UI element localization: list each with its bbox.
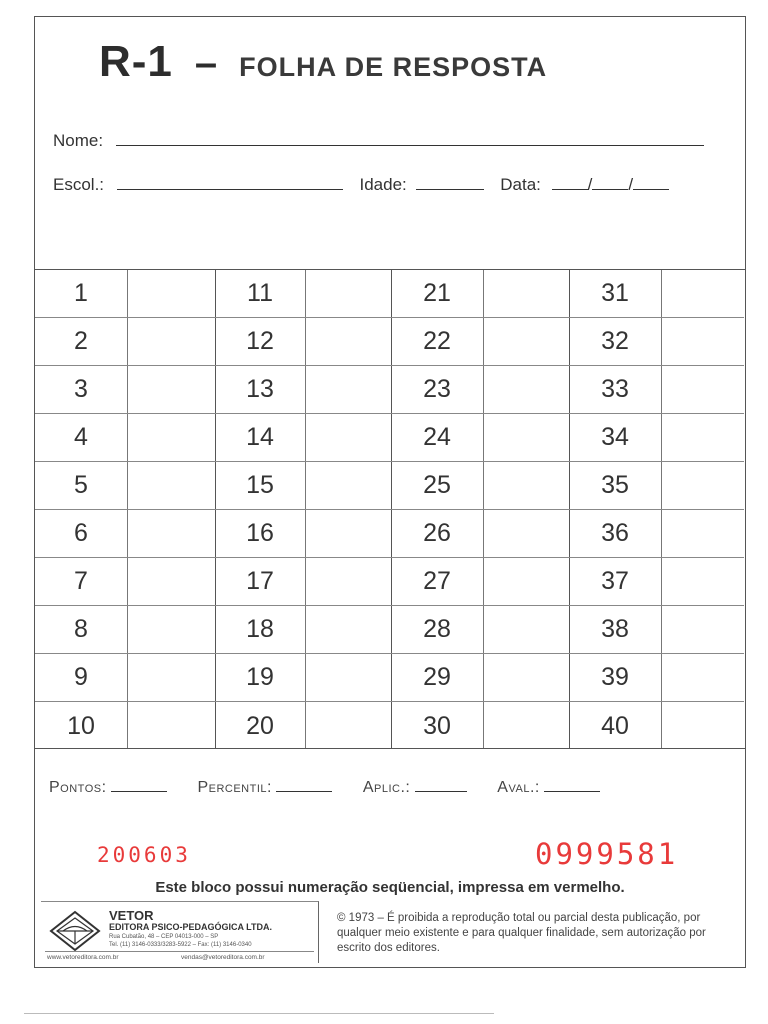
answer-box[interactable] — [127, 318, 215, 365]
publisher-address: Rua Cubatão, 48 – CEP 04013-000 – SP — [109, 934, 219, 940]
school-field[interactable] — [117, 173, 343, 190]
answer-box[interactable] — [305, 654, 391, 701]
answer-box[interactable] — [483, 366, 569, 413]
answer-box[interactable] — [127, 558, 215, 605]
age-field[interactable] — [416, 173, 484, 190]
answer-column — [391, 270, 569, 748]
school-label: Escol.: — [53, 175, 105, 194]
answer-row — [569, 414, 744, 462]
application-label: Aplic.: — [362, 779, 411, 796]
answer-box[interactable] — [483, 654, 569, 701]
answer-box[interactable] — [661, 270, 744, 317]
question-number: 6 — [74, 519, 88, 547]
question-number: 27 — [423, 567, 451, 595]
answer-box[interactable] — [127, 510, 215, 557]
question-number: 19 — [246, 663, 274, 691]
question-number: 15 — [246, 471, 274, 499]
answer-row — [569, 606, 744, 654]
question-number: 13 — [246, 375, 274, 403]
answer-row — [569, 654, 744, 702]
evaluator-field[interactable] — [544, 777, 600, 792]
name-field[interactable] — [116, 129, 704, 146]
question-number: 2 — [74, 327, 88, 355]
answer-box[interactable] — [661, 702, 744, 750]
answer-row — [569, 318, 744, 366]
date-year-field[interactable] — [633, 173, 669, 190]
sheet-header — [35, 17, 745, 269]
answer-box[interactable] — [127, 414, 215, 461]
percentile-field[interactable] — [276, 777, 332, 792]
answer-box[interactable] — [305, 510, 391, 557]
answer-box[interactable] — [305, 366, 391, 413]
question-number: 32 — [601, 327, 629, 355]
answer-row — [35, 702, 215, 750]
percentile-label: Percentil: — [197, 779, 272, 796]
answer-column — [35, 270, 215, 748]
answer-row — [215, 318, 391, 366]
answer-row — [391, 606, 569, 654]
answer-row — [569, 702, 744, 750]
answer-row — [35, 654, 215, 702]
answer-row — [215, 510, 391, 558]
answer-row — [215, 558, 391, 606]
sequential-notice: Este bloco possui numeração seqüencial, impressa em vermelho. — [155, 879, 625, 896]
answer-row — [215, 366, 391, 414]
answer-row — [215, 702, 391, 750]
question-number: 35 — [601, 471, 629, 499]
vetor-logo-icon — [49, 910, 101, 952]
answer-box[interactable] — [305, 318, 391, 365]
application-field[interactable] — [415, 777, 467, 792]
question-number: 28 — [423, 615, 451, 643]
answer-row — [391, 366, 569, 414]
answer-grid — [35, 269, 745, 749]
question-number: 1 — [74, 279, 88, 307]
answer-box[interactable] — [483, 318, 569, 365]
answer-box[interactable] — [661, 318, 744, 365]
answer-box[interactable] — [127, 366, 215, 413]
question-number: 18 — [246, 615, 274, 643]
answer-box[interactable] — [661, 654, 744, 701]
name-label: Nome: — [53, 131, 104, 150]
answer-box[interactable] — [483, 702, 569, 750]
publisher-subtitle: EDITORA PSICO-PEDAGÓGICA LTDA. — [109, 922, 273, 932]
scoring-row — [49, 777, 600, 797]
answer-box[interactable] — [661, 606, 744, 653]
title-dash: – — [194, 41, 218, 85]
question-number: 11 — [247, 279, 273, 307]
answer-row — [569, 270, 744, 318]
copyright-notice: © 1973 – É proibida a reprodução total ou parcial desta publicação, por qualquer meio existente e para qualquer finalidade, sem autorização por escrito dos editores. — [337, 912, 706, 954]
answer-box[interactable] — [483, 558, 569, 605]
answer-row — [391, 558, 569, 606]
answer-row — [391, 318, 569, 366]
answer-box[interactable] — [127, 270, 215, 317]
answer-row — [35, 414, 215, 462]
answer-box[interactable] — [305, 270, 391, 317]
question-number: 39 — [601, 663, 629, 691]
question-number: 10 — [67, 711, 95, 740]
answer-row — [35, 270, 215, 318]
question-number: 37 — [601, 567, 629, 595]
publisher-phone: Tel. (11) 3146-0333/3283-5922 – Fax: (11) 3146-0340 — [109, 942, 252, 948]
answer-box[interactable] — [305, 702, 391, 750]
question-number: 29 — [423, 663, 451, 691]
form-title: FOLHA DE RESPOSTA — [239, 52, 548, 82]
answer-row — [391, 462, 569, 510]
question-number: 25 — [423, 471, 451, 499]
question-number: 17 — [246, 567, 274, 595]
answer-row — [35, 606, 215, 654]
answer-row — [35, 558, 215, 606]
answer-row — [391, 414, 569, 462]
question-number: 26 — [423, 519, 451, 547]
question-number: 36 — [601, 519, 629, 547]
question-number: 12 — [246, 327, 274, 355]
answer-row — [391, 702, 569, 750]
date-month-field[interactable] — [592, 173, 628, 190]
serial-number-right: 0999581 — [535, 837, 679, 871]
answer-box[interactable] — [127, 462, 215, 509]
serial-number-left: 200603 — [97, 843, 191, 867]
question-number: 40 — [601, 711, 629, 740]
question-number: 7 — [74, 567, 88, 595]
page-title — [99, 37, 547, 87]
question-number: 33 — [601, 375, 629, 403]
answer-row — [215, 270, 391, 318]
publisher-name: VETOR — [109, 908, 154, 923]
answer-box[interactable] — [661, 558, 744, 605]
answer-box[interactable] — [661, 510, 744, 557]
points-field[interactable] — [111, 777, 167, 792]
publisher-email-link[interactable]: vendas@vetoreditora.com.br — [181, 954, 265, 961]
answer-row — [391, 510, 569, 558]
points-label: Pontos: — [49, 779, 107, 796]
answer-row — [569, 462, 744, 510]
question-number: 4 — [74, 423, 88, 451]
answer-row — [35, 318, 215, 366]
question-number: 8 — [74, 615, 88, 643]
page-bottom-rule — [24, 1013, 494, 1014]
age-label: Idade: — [359, 175, 407, 194]
question-number: 22 — [423, 327, 451, 355]
form-code: R-1 — [99, 37, 173, 86]
answer-box[interactable] — [483, 510, 569, 557]
answer-box[interactable] — [127, 702, 215, 750]
answer-row — [391, 270, 569, 318]
question-number: 20 — [246, 711, 274, 740]
question-number: 38 — [601, 615, 629, 643]
question-number: 31 — [601, 279, 629, 307]
publisher-divider — [45, 951, 314, 952]
answer-box[interactable] — [305, 462, 391, 509]
answer-box[interactable] — [305, 414, 391, 461]
question-number: 5 — [74, 471, 88, 499]
answer-row — [569, 366, 744, 414]
publisher-block — [41, 901, 319, 963]
answer-box[interactable] — [305, 558, 391, 605]
question-number: 14 — [246, 423, 274, 451]
date-label: Data: — [500, 175, 541, 194]
question-number: 21 — [423, 279, 451, 307]
question-number: 24 — [423, 423, 451, 451]
answer-box[interactable] — [483, 606, 569, 653]
answer-box[interactable] — [661, 366, 744, 413]
date-separator: / — [628, 175, 634, 194]
answer-row — [215, 414, 391, 462]
question-number: 34 — [601, 423, 629, 451]
date-day-field[interactable] — [552, 173, 588, 190]
answer-box[interactable] — [483, 462, 569, 509]
answer-row — [35, 366, 215, 414]
publisher-website-link[interactable]: www.vetoreditora.com.br — [47, 954, 119, 961]
answer-row — [391, 654, 569, 702]
answer-box[interactable] — [305, 606, 391, 653]
answer-row — [215, 654, 391, 702]
answer-row — [215, 606, 391, 654]
date-separator: / — [587, 175, 593, 194]
answer-row — [35, 510, 215, 558]
question-number: 30 — [423, 711, 451, 740]
answer-box[interactable] — [483, 270, 569, 317]
answer-column — [215, 270, 391, 748]
answer-row — [569, 510, 744, 558]
answer-row — [569, 558, 744, 606]
date-field[interactable] — [546, 173, 669, 195]
answer-column — [569, 270, 744, 748]
question-number: 23 — [423, 375, 451, 403]
question-number: 9 — [74, 663, 88, 691]
question-number: 16 — [246, 519, 274, 547]
question-number: 3 — [74, 375, 88, 403]
evaluator-label: Aval.: — [497, 779, 540, 796]
answer-row — [215, 462, 391, 510]
answer-sheet — [34, 16, 746, 968]
answer-row — [35, 462, 215, 510]
info-row — [53, 173, 669, 195]
answer-box[interactable] — [661, 462, 744, 509]
answer-box[interactable] — [127, 606, 215, 653]
answer-box[interactable] — [127, 654, 215, 701]
answer-box[interactable] — [661, 414, 744, 461]
name-row — [53, 129, 704, 151]
answer-box[interactable] — [483, 414, 569, 461]
